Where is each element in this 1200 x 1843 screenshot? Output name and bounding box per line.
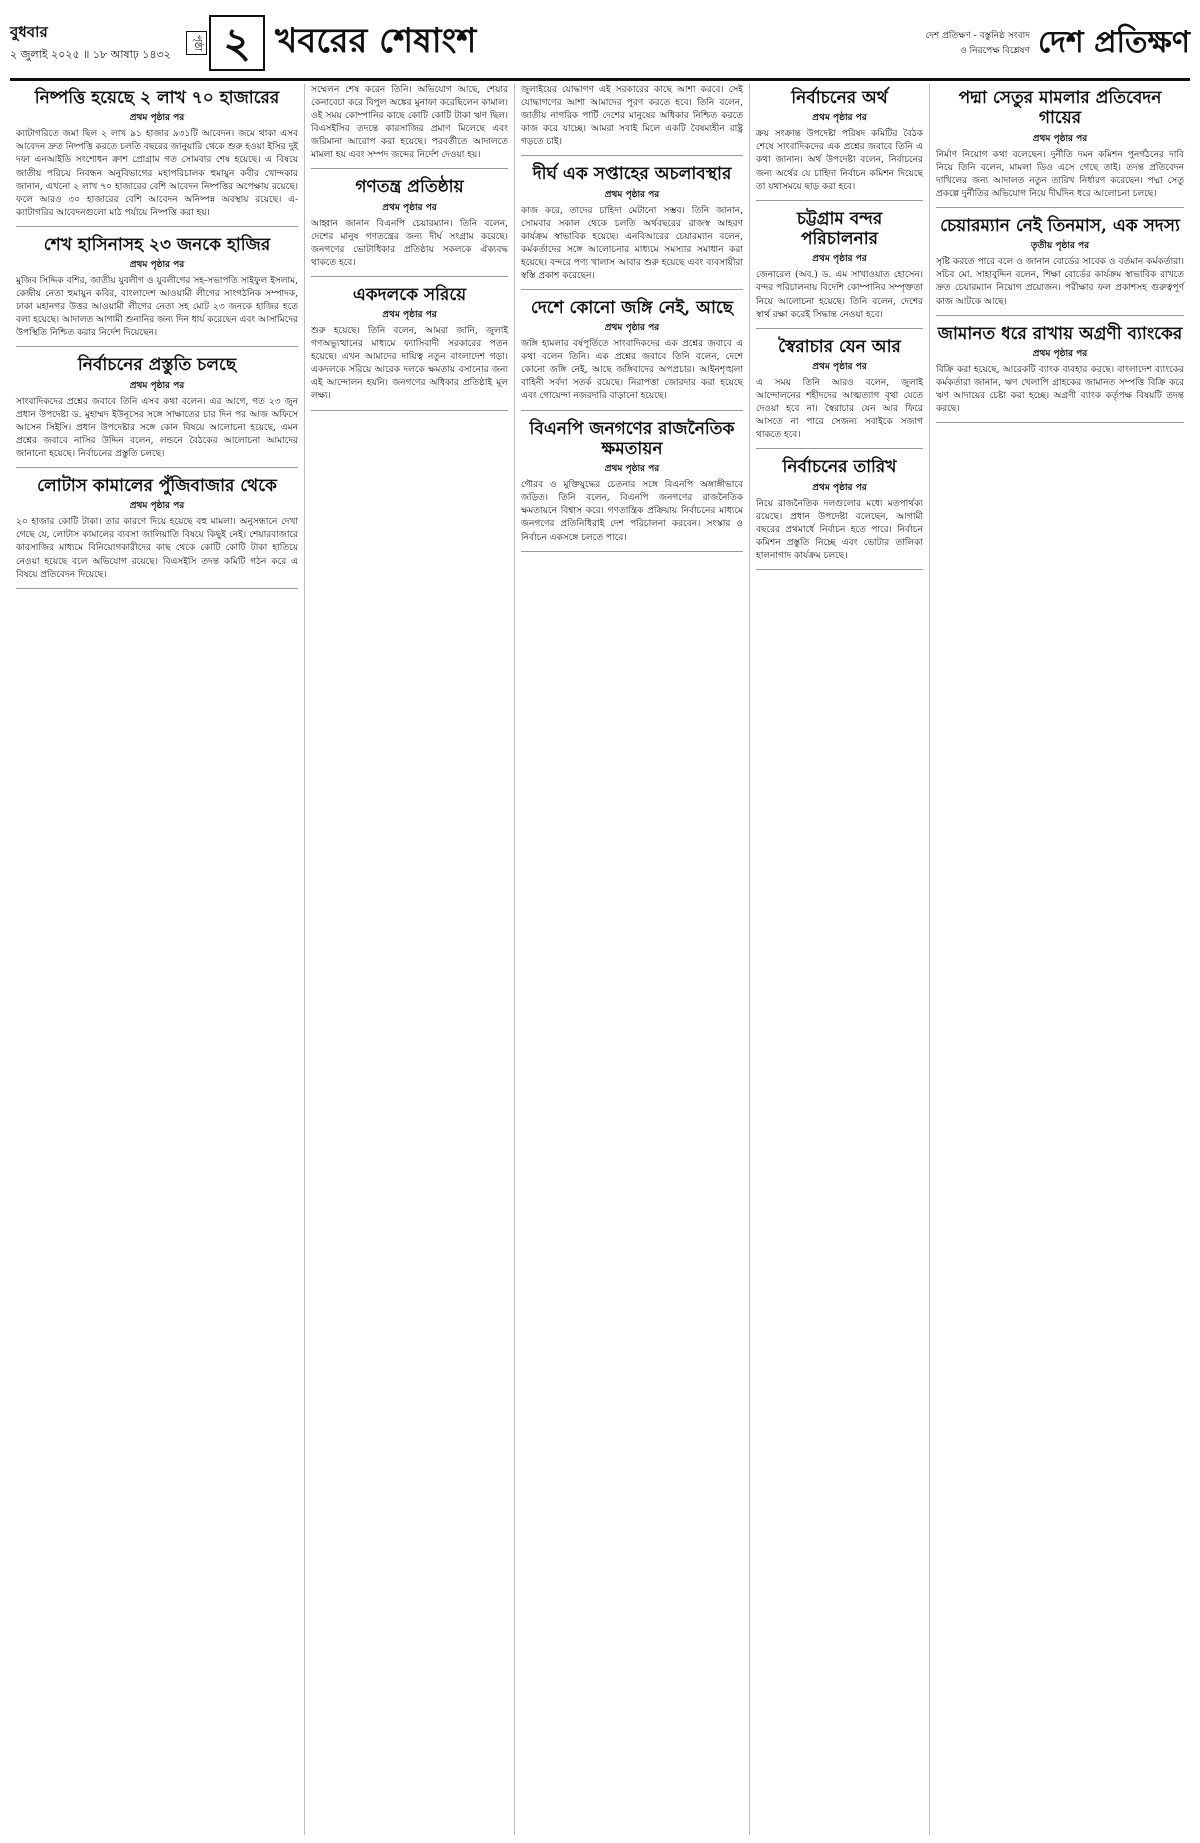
article-body: নির্মাণ নিয়োগ কথা বলেছেন। দুর্নীতি দমন কমিশন পুনর্গঠনের দাবি নিয়ে তিনি বলেন, মামলা ডিও এসে গেছে তাই। তদন্ত প্রতিবেদন দাখিলের জন্য আদালত নতুন তারিখ নির্ধারণ করেছেন। পদ্মা সেতু প্রকল্পে দুর্নীতির অভিযোগ নিয়ে দীর্ঘদিন ধরে আলোচনা চলছে। xyxy=(936,149,1184,199)
article-body: জেনারেল (অব.) ড. এম সাখাওয়াত হোসেন। বন্দর পরিচালনায় বিদেশি কোম্পানির সম্পৃক্ততা নিয়ে আলোচনা হয়েছে। তিনি বলেন, দেশের স্বার্থ রক্ষা করেই সিদ্ধান্ত নেওয়া হবে। xyxy=(756,270,923,320)
article xyxy=(311,285,508,411)
article-body: আহ্বান জানান বিএনপি চেয়ারম্যান। তিনি বলেন, দেশের মানুষ গণতন্ত্রের জন্য দীর্ঘ সংগ্রাম করেছে। জনগণের ভোটাধিকার প্রতিষ্ঠায় সকলকে ঐক্যবদ্ধ থাকতে হবে। xyxy=(311,218,508,268)
article-body: জঙ্গি হামলার বর্ষপূর্তিতে সাংবাদিকদের এক প্রশ্নের জবাবে এ কথা বলেন তিনি। এক প্রশ্নের জবাবে তিনি বলেন, দেশে কোনো জঙ্গি নেই, আছে জঙ্গিবাদের অপপ্রচার। আইনশৃঙ্খলা বাহিনী সর্বদা সতর্ক রয়েছে। নিরাপত্তা জোরদার করা হয়েছে এবং গোয়েন্দা নজরদারি বাড়ানো হয়েছে। xyxy=(521,339,743,402)
article xyxy=(16,476,298,589)
article xyxy=(521,298,743,411)
article xyxy=(756,457,923,570)
article xyxy=(521,164,743,290)
article-title: দেশে কোনো জঙ্গি নেই, আছে xyxy=(530,297,734,318)
article xyxy=(756,88,923,201)
article xyxy=(311,84,508,169)
continuation-label: প্রথম পৃষ্ঠার পর xyxy=(129,260,185,271)
article xyxy=(521,84,743,156)
continuation-label: প্রথম পৃষ্ঠার পর xyxy=(604,464,660,475)
day-label: বুধবার xyxy=(10,23,48,41)
continuation-label: প্রথম পৃষ্ঠার পর xyxy=(812,113,867,124)
brand-block xyxy=(920,18,1190,69)
article-body: জুলাইয়ের যোদ্ধাগণ এই সরকারের কাছে আশা করবে। সেই যোদ্ধাগণের আশা আমাদের পূরণ করতে হবে। তিনি বলেন, জাতীয় নাগরিক পার্টি দেশের মানুষের অধিকার নিশ্চিত করতে কাজ করে যাচ্ছে। আমরা সবাই মিলে একটি বৈষম্যহীন রাষ্ট্র গড়তে চাই। xyxy=(521,85,743,148)
column-1 xyxy=(10,84,305,1835)
column-5 xyxy=(930,84,1190,1835)
column-2 xyxy=(305,84,515,1835)
article-body: মুজিব সিদ্দিক বশির, জাতীয় যুবলীগ ও যুবলীগের সহ-সভাপতি সাইফুল ইসলাম, কেন্দ্রীয় নেতা হুমায়ুন কবির, বাংলাদেশ আওয়ামী লীগের সাংগঠনিক সম্পাদক, ঢাকা মহানগর উত্তর আওয়ামী লীগের নেতা সহ মোট ২৩ জনকে হাজির হতে বলা হয়েছে। আদালত আগামী শুনানির জন্য দিন ধার্য করেছেন এবং আসামিদের উপস্থিতি নিশ্চিত করার নির্দেশ দিয়েছেন। xyxy=(16,276,298,339)
column-4 xyxy=(750,84,930,1835)
date-block xyxy=(10,21,180,65)
article-title: বিএনপি জনগণের রাজনৈতিক ক্ষমতায়ন xyxy=(529,418,735,459)
article-title: পদ্মা সেতুর মামলার প্রতিবেদন গায়ের xyxy=(958,88,1162,129)
masthead xyxy=(10,8,1190,81)
article xyxy=(936,324,1184,424)
article-title: স্বৈরাচার যেন আর xyxy=(778,336,901,357)
article-title: লোটাস কামালের পুঁজিবাজার থেকে xyxy=(37,475,277,496)
article xyxy=(756,337,923,450)
article-body: সাংবাদিকদের প্রশ্নের জবাবে তিনি এসব কথা বলেন। এর আগে, গত ২৩ জুন প্রধান উপদেষ্টা ড. মুহাম্মদ ইউনূসের সঙ্গে সাক্ষাতের চার দিন পর আজ অফিসে আসেন সিইসি। প্রধান উপদেষ্টার সঙ্গে কোন বিষয়ে আলোচনা হয়েছে, এমন প্রশ্নের জবাবে নাসির উদ্দিন বলেন, লন্ডনে বৈঠকের আলোচনা আমাদের জানানো হয়েছে। নির্বাচনের প্রস্তুতি চলছে। xyxy=(16,396,298,459)
continuation-label: প্রথম পৃষ্ঠার পর xyxy=(604,323,660,334)
article-body: ২০ হাজার কোটি টাকা। তার কারণে দিয়ে হয়েছে বহু মামলা। অনুসন্ধানে দেখা গেছে যে, লোটাস কামালের ব্যবসা জালিয়াতি বিষয়ে কিছুই নেই। শেয়ারবাজারে কারসাজির মাধ্যমে বিনিয়োগকারীদের কাছ থেকে কোটি কোটি টাকা হাতিয়ে নেওয়া হয়েছে বলে অভিযোগ রয়েছে। বিএসইসি তদন্ত কমিটি গঠন করে এ বিষয়ে প্রতিবেদন দিয়েছে। xyxy=(16,517,298,580)
article-body: শুরু হয়েছে। তিনি বলেন, আমরা জানি, জুলাই গণঅভ্যুত্থানের মাধ্যমে ফ্যাসিবাদী সরকারের পতন হয়েছে। এখন আমাদের দায়িত্ব নতুন বাংলাদেশ গড়া। একদলকে সরিয়ে আরেক দলকে ক্ষমতায় বসানোর জন্য এই আন্দোলন হয়নি। জনগণের অধিকার প্রতিষ্ঠাই মূল লক্ষ্য। xyxy=(311,326,508,402)
article-body: সৃষ্টি করতে পারে বলে ও জানান বোর্ডের সাবেক ও বর্তমান কর্মকর্তারা। সচিব মো. সাহাবুদ্দিন বলেন, শিক্ষা বোর্ডের কার্যক্রম স্বাভাবিক রাখতে দ্রুত চেয়ারম্যান নিয়োগ প্রয়োজন। পরীক্ষার ফল প্রকাশসহ গুরুত্বপূর্ণ কাজ আটকে আছে। xyxy=(936,257,1184,307)
article xyxy=(16,355,298,468)
article xyxy=(16,88,298,227)
article xyxy=(521,419,743,552)
page-number: ২ xyxy=(209,15,265,71)
date-label: ২ জুলাই ২০২৫ ॥ ১৮ আষাঢ় ১৪৩২ xyxy=(10,48,171,61)
article-title: চট্টগ্রাম বন্দর পরিচালনার xyxy=(796,208,883,250)
article-body: ক্রয় সংক্রান্ত উপদেষ্টা পরিষদ কমিটির বৈঠক শেষে সাংবাদিকদের এক প্রশ্নের জবাবে তিনি এ কথা জানান। অর্থ উপদেষ্টা বলেন, নির্বাচনের জন্য অর্থের যে চাহিদা নির্বাচন কমিশন দিয়েছে তা যথাসময়ে ছাড় করা হবে। xyxy=(756,129,923,192)
article-title: গণতন্ত্র প্রতিষ্ঠায় xyxy=(355,177,464,198)
continuation-label: প্রথম পৃষ্ঠার পর xyxy=(129,113,185,124)
article-title: শেখ হাসিনাসহ ২৩ জনকে হাজির xyxy=(43,234,271,255)
page-label: পৃষ্ঠা xyxy=(186,31,207,55)
column-3 xyxy=(515,84,750,1835)
article-title: নির্বাচনের তারিখ xyxy=(782,457,897,478)
newspaper-logo: দেশ প্রতিক্ষণ xyxy=(1037,24,1190,60)
article xyxy=(16,235,298,348)
article-body: সম্মেলন শেষ করেন তিনি। অভিযোগ আছে, শেয়ার কেনাবেচা করে বিপুল অঙ্কের মুনাফা করেছিলেন কামাল। ওই সময় কোম্পানির কাছে কোটি কোটি টাকা ঋণ ছিল। বিএসইসির তদন্তে কারসাজির প্রমাণ মিলেছে এবং জরিমানা আরোপ করা হয়েছে। পরবর্তীতে আদালতে মামলা হয় এবং সম্পদ জব্দের নির্দেশ দেওয়া হয়। xyxy=(311,85,508,161)
article xyxy=(756,209,923,329)
page-badge xyxy=(186,15,265,71)
continuation-label: প্রথম পৃষ্ঠার পর xyxy=(604,189,660,200)
continuation-label: প্রথম পৃষ্ঠার পর xyxy=(1032,133,1088,144)
continuation-label: প্রথম পৃষ্ঠার পর xyxy=(129,380,185,391)
columns xyxy=(10,84,1190,1835)
article xyxy=(936,88,1184,208)
article-title: একদলকে সরিয়ে xyxy=(352,284,467,305)
article-body: গৌরব ও মুক্তিযুদ্ধের চেতনার সঙ্গে বিএনপি অঙ্গাঙ্গীভাবে জড়িত। তিনি বলেন, বিএনপি জনগণের রাজনৈতিক ক্ষমতায়নে বিশ্বাস করে। গণতান্ত্রিক প্রক্রিয়ায় নির্বাচনের মাধ্যমে জনগণের প্রতিনিধিরাই দেশ পরিচালনা করবেন। সংস্কার ও নির্বাচন একসঙ্গে চলতে পারে। xyxy=(521,480,743,543)
article xyxy=(936,216,1184,316)
article-body: কাজ করে, তাদের চাহিদা মেটানো সম্ভব। তিনি জানান, সোমবার সকাল থেকে চলতি অর্থবছরের রাজস্ব আহরণ কার্যক্রম স্বাভাবিক হয়েছে। এনবিআরের চেয়ারম্যান বলেন, কর্মকর্তাদের সঙ্গে আলোচনার মাধ্যমে সমস্যার সমাধান করা হয়েছে। বন্দরে পণ্য খালাস আবার শুরু হয়েছে এবং ব্যবসায়ীরা স্বস্তি প্রকাশ করেছেন। xyxy=(521,205,743,281)
article-title: নির্বাচনের প্রস্তুতি চলছে xyxy=(77,355,237,376)
continuation-label: প্রথম পৃষ্ঠার পর xyxy=(812,361,867,372)
continuation-label: প্রথম পৃষ্ঠার পর xyxy=(1032,348,1088,359)
continuation-label: প্রথম পৃষ্ঠার পর xyxy=(812,254,867,265)
tagline: দেশ প্রতিক্ষণ - বস্তুনিষ্ঠ সংবাদ ও নিরপেক্ষ বিশ্লেষণ xyxy=(925,31,1030,56)
article-title: দীর্ঘ এক সপ্তাহের অচলাবস্থার xyxy=(532,164,732,185)
continuation-label: প্রথম পৃষ্ঠার পর xyxy=(129,501,185,512)
article-title: নিষ্পত্তি হয়েছে ২ লাখ ৭০ হাজারের xyxy=(34,88,280,108)
article-body: ক্যাটাগরিতে জমা ছিল ২ লাখ ৯১ হাজার ৯৩১টি আবেদন। জমে থাকা এসব আবেদন দ্রুত নিষ্পত্তি করতে চলতি বছরের জানুয়ারি থেকে শুরু হওয়া ইসির দুই দফা এনআইডি সংশোধন ক্রাশ প্রোগ্রাম গত সোমবার শেষ হয়েছে। এ বিষয়ে জাতীয় পরিচয় নিবন্ধন অনুবিভাগের মহাপরিচালক হুমায়ুন কবীর খোন্দকার জানান, এখনো ২ লাখ ৭০ হাজারের বেশি আবেদন নিষ্পত্তির অপেক্ষায় রয়েছে। ফলে আরও ৩০ হাজারের বেশি আবেদন অনিষ্পন্ন অবস্থায় রয়েছে। এ-ক্যাটাগরির আবেদনগুলো মাঠ পর্যায়ে নিষ্পত্তি করা হয়। xyxy=(16,129,298,218)
continuation-label: তৃতীয় পৃষ্ঠার পর xyxy=(1030,241,1090,252)
continuation-label: প্রথম পৃষ্ঠার পর xyxy=(382,310,437,321)
article xyxy=(311,177,508,277)
article-title: জামানত ধরে রাখায় অগ্রণী ব্যাংকের xyxy=(937,323,1183,344)
continuation-label: প্রথম পৃষ্ঠার পর xyxy=(812,482,867,493)
article-title: নির্বাচনের অর্থ xyxy=(791,88,888,108)
article-body: নিয়ে রাজনৈতিক দলগুলোর মধ্যে মতপার্থক্য রয়েছে। প্রধান উপদেষ্টা বলেছেন, আগামী বছরের প্রথমার্ধে নির্বাচন হতে পারে। নির্বাচন কমিশন প্রস্তুতি নিচ্ছে এবং ভোটার তালিকা হালনাগাদ কার্যক্রম চলছে। xyxy=(756,498,923,561)
article-body: বিক্রি করা হয়েছে, আরেকটি ব্যাংক ব্যবহার করছে। বাংলাদেশ ব্যাংকের কর্মকর্তারা জানান, ঋণ খেলাপি গ্রাহকের জামানত সম্পত্তি বিক্রি করে ঋণ আদায়ের চেষ্টা করা হচ্ছে। অগ্রণী ব্যাংক কর্তৃপক্ষ বিষয়টি তদন্ত করছে। xyxy=(936,364,1184,415)
article-title: চেয়ারম্যান নেই তিনমাস, এক সদস্য xyxy=(940,215,1180,236)
article-body: এ সময় তিনি আরও বলেন, জুলাই আন্দোলনের শহীদদের আত্মত্যাগ বৃথা যেতে দেওয়া হবে না। স্বৈরাচার যেন আর ফিরে আসতে না পারে সেজন্য সবাইকে সজাগ থাকতে হবে। xyxy=(756,377,923,441)
continuation-label: প্রথম পৃষ্ঠার পর xyxy=(382,202,437,213)
section-title: খবরের শেষাংশ xyxy=(275,20,477,61)
